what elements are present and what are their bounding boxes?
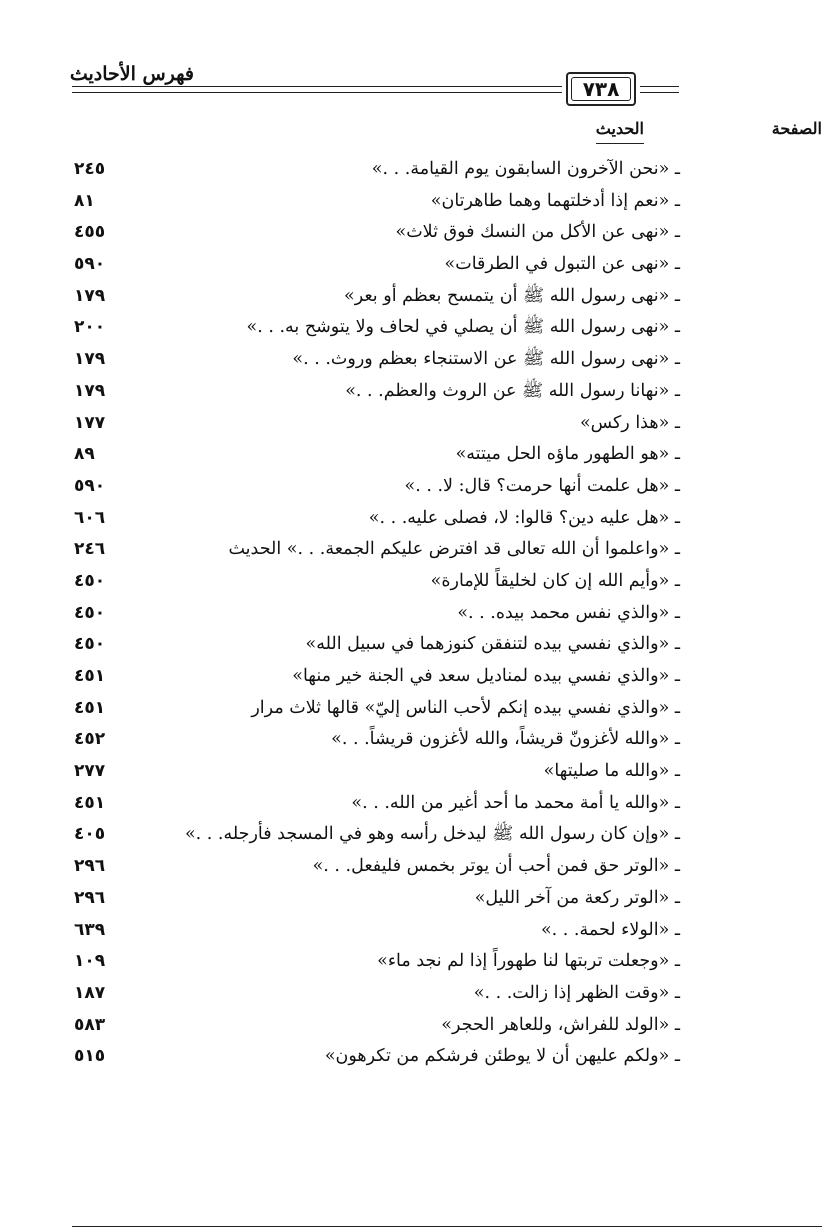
page-reference: ٢٤٦	[74, 539, 106, 560]
list-item	[60, 186, 680, 218]
page-reference: ٢٧٧	[74, 761, 106, 782]
list-item	[60, 471, 680, 503]
page-reference: ١٠٩	[74, 951, 106, 972]
page-number: ٧٣٨	[571, 77, 631, 101]
hadith-text: ـ «نهى رسول الله ﷺ عن الاستنجاء بعظم وروث. . .»	[292, 349, 680, 370]
running-title: فهرس الأحاديث	[69, 63, 194, 85]
hadith-text: ـ «هل عليه دين؟ قالوا: لا، فصلى عليه. . .»	[368, 507, 680, 528]
hadith-text: ـ «هو الطهور ماؤه الحل ميتته»	[455, 444, 680, 465]
hadith-text: ـ «نهى رسول الله ﷺ أن يصلي في لحاف ولا يتوشح به. . .»	[246, 317, 680, 338]
hadith-text: ـ «واعلموا أن الله تعالى قد افترض عليكم الجمعة. . .» الحديث	[228, 539, 680, 560]
list-item	[60, 629, 680, 661]
list-item	[60, 724, 680, 756]
header-rule-left-bottom	[72, 92, 562, 93]
list-item	[60, 756, 680, 788]
hadith-text: ـ «نحن الآخرون السابقون يوم القيامة. . .»	[371, 159, 680, 179]
hadith-text: ـ «الولد للفراش، وللعاهر الحجر»	[441, 1014, 680, 1035]
list-item	[60, 915, 680, 947]
hadith-text: ـ «هذا ركس»	[579, 412, 680, 433]
hadith-text: ـ «ولكم عليهن أن لا يوطئن فرشكم من تكرهون»	[324, 1046, 680, 1067]
hadith-text: ـ «الولاء لحمة. . .»	[540, 919, 680, 940]
list-item	[60, 344, 680, 376]
page-reference: ٨٩	[74, 444, 95, 465]
page-reference: ٤٥٢	[74, 729, 106, 750]
page-reference: ٥١٥	[74, 1046, 106, 1067]
hadith-text: ـ «والله ما صليتها»	[543, 761, 680, 782]
page-reference: ١٧٩	[74, 380, 106, 401]
page-reference: ٢٠٠	[74, 317, 106, 338]
header-rule-right-bottom	[640, 92, 679, 93]
hadith-text: ـ «نهى عن التبول في الطرقات»	[444, 254, 680, 275]
hadith-index-list	[60, 154, 680, 1073]
page-reference: ٢٤٥	[74, 159, 106, 179]
page-reference: ١٧٧	[74, 412, 106, 433]
page-reference: ٥٨٣	[74, 1014, 106, 1035]
hadith-text: ـ «وأيم الله إن كان لخليقاً للإمارة»	[430, 570, 680, 591]
hadith-text: ـ «هل علمت أنها حرمت؟ قال: لا. . .»	[404, 475, 680, 496]
list-item	[60, 503, 680, 535]
hadith-text: ـ «والذي نفسي بيده لمناديل سعد في الجنة خير منها»	[292, 666, 680, 686]
list-item	[60, 819, 680, 851]
list-item	[60, 534, 680, 566]
list-item	[60, 788, 680, 820]
list-item	[60, 883, 680, 915]
list-item	[60, 154, 680, 186]
list-item	[60, 693, 680, 725]
page-reference: ٤٥١	[74, 697, 106, 718]
hadith-text: ـ «نعم إذا أدخلتهما وهما طاهرتان»	[430, 190, 680, 211]
hadith-text: ـ «والله لأغزونّ قريشاً، والله لأغزون قريشاً. . .»	[331, 729, 680, 750]
hadith-text: ـ «الوتر ركعة من آخر الليل»	[474, 887, 680, 908]
list-item	[60, 408, 680, 440]
list-item	[60, 1041, 680, 1073]
page-reference: ٤٥٠	[74, 634, 106, 655]
page-reference: ٦٠٦	[74, 507, 106, 528]
hadith-text: ـ «وجعلت تربتها لنا طهوراً إذا لم نجد ماء»	[377, 951, 680, 972]
list-item	[60, 566, 680, 598]
page-reference: ٥٩٠	[74, 254, 106, 275]
hadith-text: ـ «الوتر حق فمن أحب أن يوتر بخمس فليفعل. . .»	[312, 856, 680, 877]
page-reference: ٤٥١	[74, 792, 106, 813]
list-item	[60, 249, 680, 281]
page-reference: ٤٥٠	[74, 602, 106, 623]
page-reference: ١٨٧	[74, 982, 106, 1003]
page-reference: ٤٥١	[74, 666, 106, 686]
list-item	[60, 281, 680, 313]
hadith-text: ـ «والذي نفسي بيده إنكم لأحب الناس إليّ» قالها ثلاث مرار	[251, 697, 680, 718]
page-reference: ٤٠٥	[74, 824, 106, 845]
hadith-text: ـ «والذي نفس محمد بيده. . .»	[457, 602, 680, 623]
hadith-text: ـ «نهانا رسول الله ﷺ عن الروث والعظم. . .»	[345, 380, 680, 401]
header-rule-left-top	[72, 86, 562, 87]
list-item	[60, 1010, 680, 1042]
hadith-text: ـ «نهى عن الأكل من النسك فوق ثلاث»	[395, 222, 680, 243]
list-item	[60, 978, 680, 1010]
header-rule-right-top	[640, 86, 679, 87]
hadith-text: ـ «والله يا أمة محمد ما أحد أغير من الله. . .»	[351, 792, 680, 813]
page-reference: ٤٥٠	[74, 570, 106, 591]
page-reference: ١٧٩	[74, 285, 106, 306]
page-reference: ٦٣٩	[74, 919, 106, 940]
hadith-text: ـ «والذي نفسي بيده لتنفقن كنوزهما في سبيل الله»	[305, 634, 680, 655]
column-header-hadith: الحديث	[596, 117, 644, 144]
page-reference: ٢٩٦	[74, 887, 106, 908]
list-item	[60, 312, 680, 344]
list-item	[60, 217, 680, 249]
hadith-text: ـ «وإن كان رسول الله ﷺ ليدخل رأسه وهو في المسجد فأرجله. . .»	[184, 824, 680, 845]
page-reference: ١٧٩	[74, 349, 106, 370]
column-header-page: الصفحة	[72, 117, 822, 1227]
page-reference: ٤٥٥	[74, 222, 106, 243]
list-item	[60, 946, 680, 978]
hadith-text: ـ «نهى رسول الله ﷺ أن يتمسح بعظم أو بعر»	[344, 285, 680, 306]
page-reference: ٢٩٦	[74, 856, 106, 877]
list-item	[60, 376, 680, 408]
list-item	[60, 661, 680, 693]
page-reference: ٥٩٠	[74, 475, 106, 496]
list-item	[60, 598, 680, 630]
list-item	[60, 851, 680, 883]
hadith-text: ـ «وقت الظهر إذا زالت. . .»	[473, 982, 680, 1003]
page-number-box	[566, 72, 636, 106]
list-item	[60, 439, 680, 471]
page-reference: ٨١	[74, 190, 95, 211]
